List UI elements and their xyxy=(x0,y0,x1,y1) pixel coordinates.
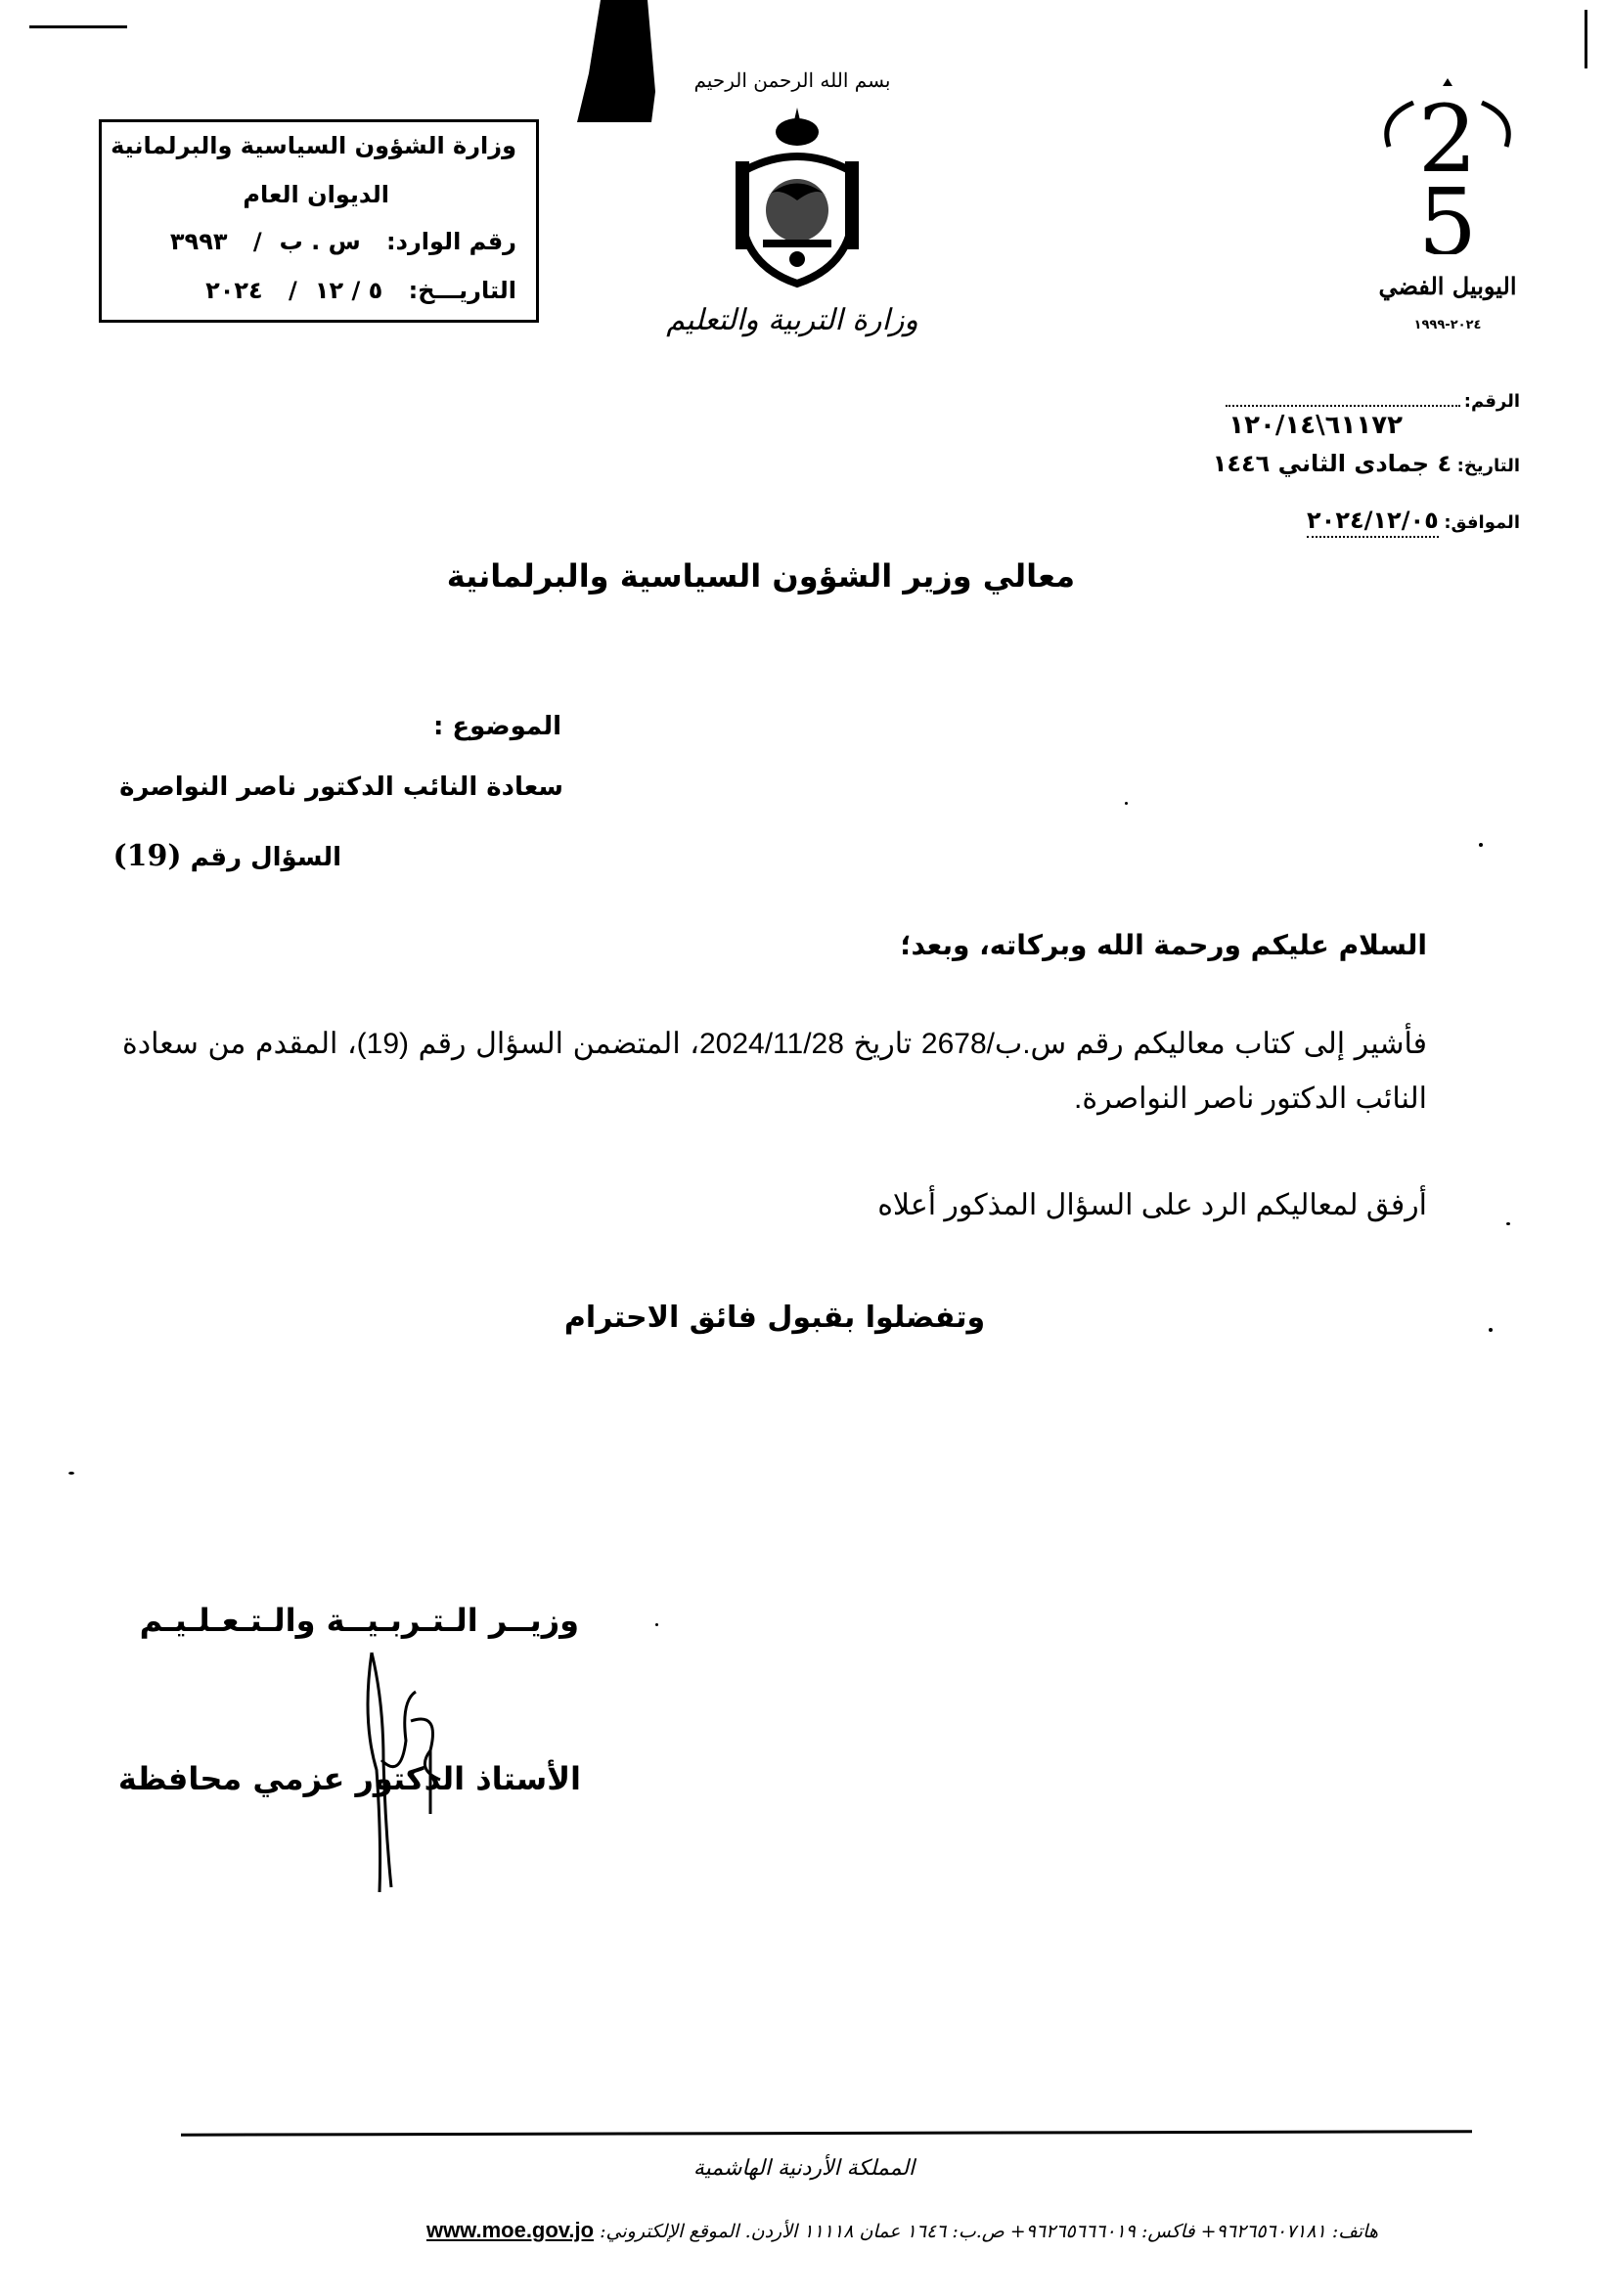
scan-speck xyxy=(68,1472,74,1475)
coat-of-arms-icon xyxy=(724,103,871,288)
footer-contact-text: هاتف: ٩٦٢٦٥٦٠٧١٨١+ فاكس: ٩٦٢٦٥٦٦٦٠١٩+ ص.ب: ١٦٤٦ عمان ١١١١٨ الأردن. الموقع الإلكتروني: xyxy=(600,2221,1378,2242)
addressee: معالي وزير الشؤون السياسية والبرلمانية xyxy=(446,557,1075,595)
gregorian-date-label: الموافق: xyxy=(1444,512,1520,533)
incoming-stamp xyxy=(99,119,539,323)
scan-speck xyxy=(655,1623,658,1626)
subject-question-number: (19) xyxy=(112,839,182,873)
stamp-date-label: التاريـــخ: xyxy=(408,277,516,304)
scan-edge-mark xyxy=(1585,10,1587,68)
body-paragraph: فأشير إلى كتاب معاليكم رقم س.ب/2678 تاريخ 2024/11/28، المتضمن السؤال رقم (19)، المقدم من سعادة النائب الدكتور ناصر النواصرة. xyxy=(122,1028,1427,1115)
ministry-logo-text: وزارة التربية والتعليم xyxy=(666,303,918,337)
stamp-date-day: ٥ xyxy=(368,277,383,304)
subject-line-2 xyxy=(112,839,341,873)
svg-text:2: 2 xyxy=(1417,86,1478,194)
stamp-incoming-value: ٣٩٩٣ xyxy=(169,228,228,255)
scan-blot xyxy=(577,0,655,122)
reference-number-value: ٦١١٧٢\١٢٠/١٤ xyxy=(1228,411,1403,440)
svg-text:5: 5 xyxy=(1417,169,1478,254)
footer-contact xyxy=(426,2218,1378,2243)
footer-divider xyxy=(181,2130,1472,2136)
footer-country: المملكة الأردنية الهاشمية xyxy=(692,2156,916,2181)
subject-line-1: سعادة النائب الدكتور ناصر النواصرة xyxy=(119,773,563,802)
stamp-date-year: ٢٠٢٤ xyxy=(205,277,263,304)
reference-number-row xyxy=(1222,391,1520,412)
stamp-incoming-number: رقم الوارد: س . ب/ ٣٩٩٣ xyxy=(169,228,516,255)
scan-speck xyxy=(1479,843,1483,847)
subject-label: الموضوع : xyxy=(432,712,561,741)
hijri-date-value: ٤ جمادى الثاني ١٤٤٦ xyxy=(1212,450,1452,477)
subject-question-label: السؤال رقم xyxy=(190,843,341,872)
website-link[interactable]: www.moe.gov.jo xyxy=(425,2218,595,2242)
closing-text: وتفضلوا بقبول فائق الاحترام xyxy=(563,1301,986,1335)
reference-number-label: الرقم: xyxy=(1463,391,1520,412)
gregorian-date-row xyxy=(1307,507,1520,534)
scan-mark-line xyxy=(29,25,127,28)
greeting: السلام عليكم ورحمة الله وبركاته، وبعد؛ xyxy=(900,929,1427,961)
stamp-incoming-prefix: س . ب xyxy=(279,228,361,255)
jubilee-years: ٢٠٢٤-١٩٩٩ xyxy=(1413,318,1482,332)
signatory-title: وزيــر الـتـربـيــة والـتـعـلـيـم xyxy=(139,1602,579,1639)
attachment-note: أرفق لمعاليكم الرد على السؤال المذكور أعلاه xyxy=(877,1189,1427,1221)
hijri-date-row xyxy=(1213,450,1520,477)
stamp-incoming-label: رقم الوارد: xyxy=(386,228,516,255)
scan-speck xyxy=(1125,802,1128,805)
stamp-ministry: وزارة الشؤون السياسية والبرلمانية xyxy=(111,132,516,159)
scan-speck xyxy=(1489,1328,1493,1332)
stamp-date: التاريـــخ: ٥ / ١٢/ ٢٠٢٤ xyxy=(205,277,516,304)
hijri-date-label: التاريخ: xyxy=(1456,456,1520,476)
signatory-name: الأستاذ الدكتور عزمي محافظة xyxy=(117,1760,581,1797)
silver-jubilee-25-logo-icon xyxy=(1360,78,1536,254)
stamp-department: الديوان العام xyxy=(243,181,389,208)
closing-line xyxy=(0,1301,1608,1335)
stamp-date-month: ١٢ xyxy=(314,277,344,304)
basmala: بسم الله الرحمن الرحيم xyxy=(693,68,891,92)
scan-speck xyxy=(1506,1222,1510,1225)
gregorian-date-value: ٢٠٢٤/١٢/٠٥ xyxy=(1307,507,1439,538)
jubilee-title: اليوبيل الفضي xyxy=(1378,272,1517,300)
